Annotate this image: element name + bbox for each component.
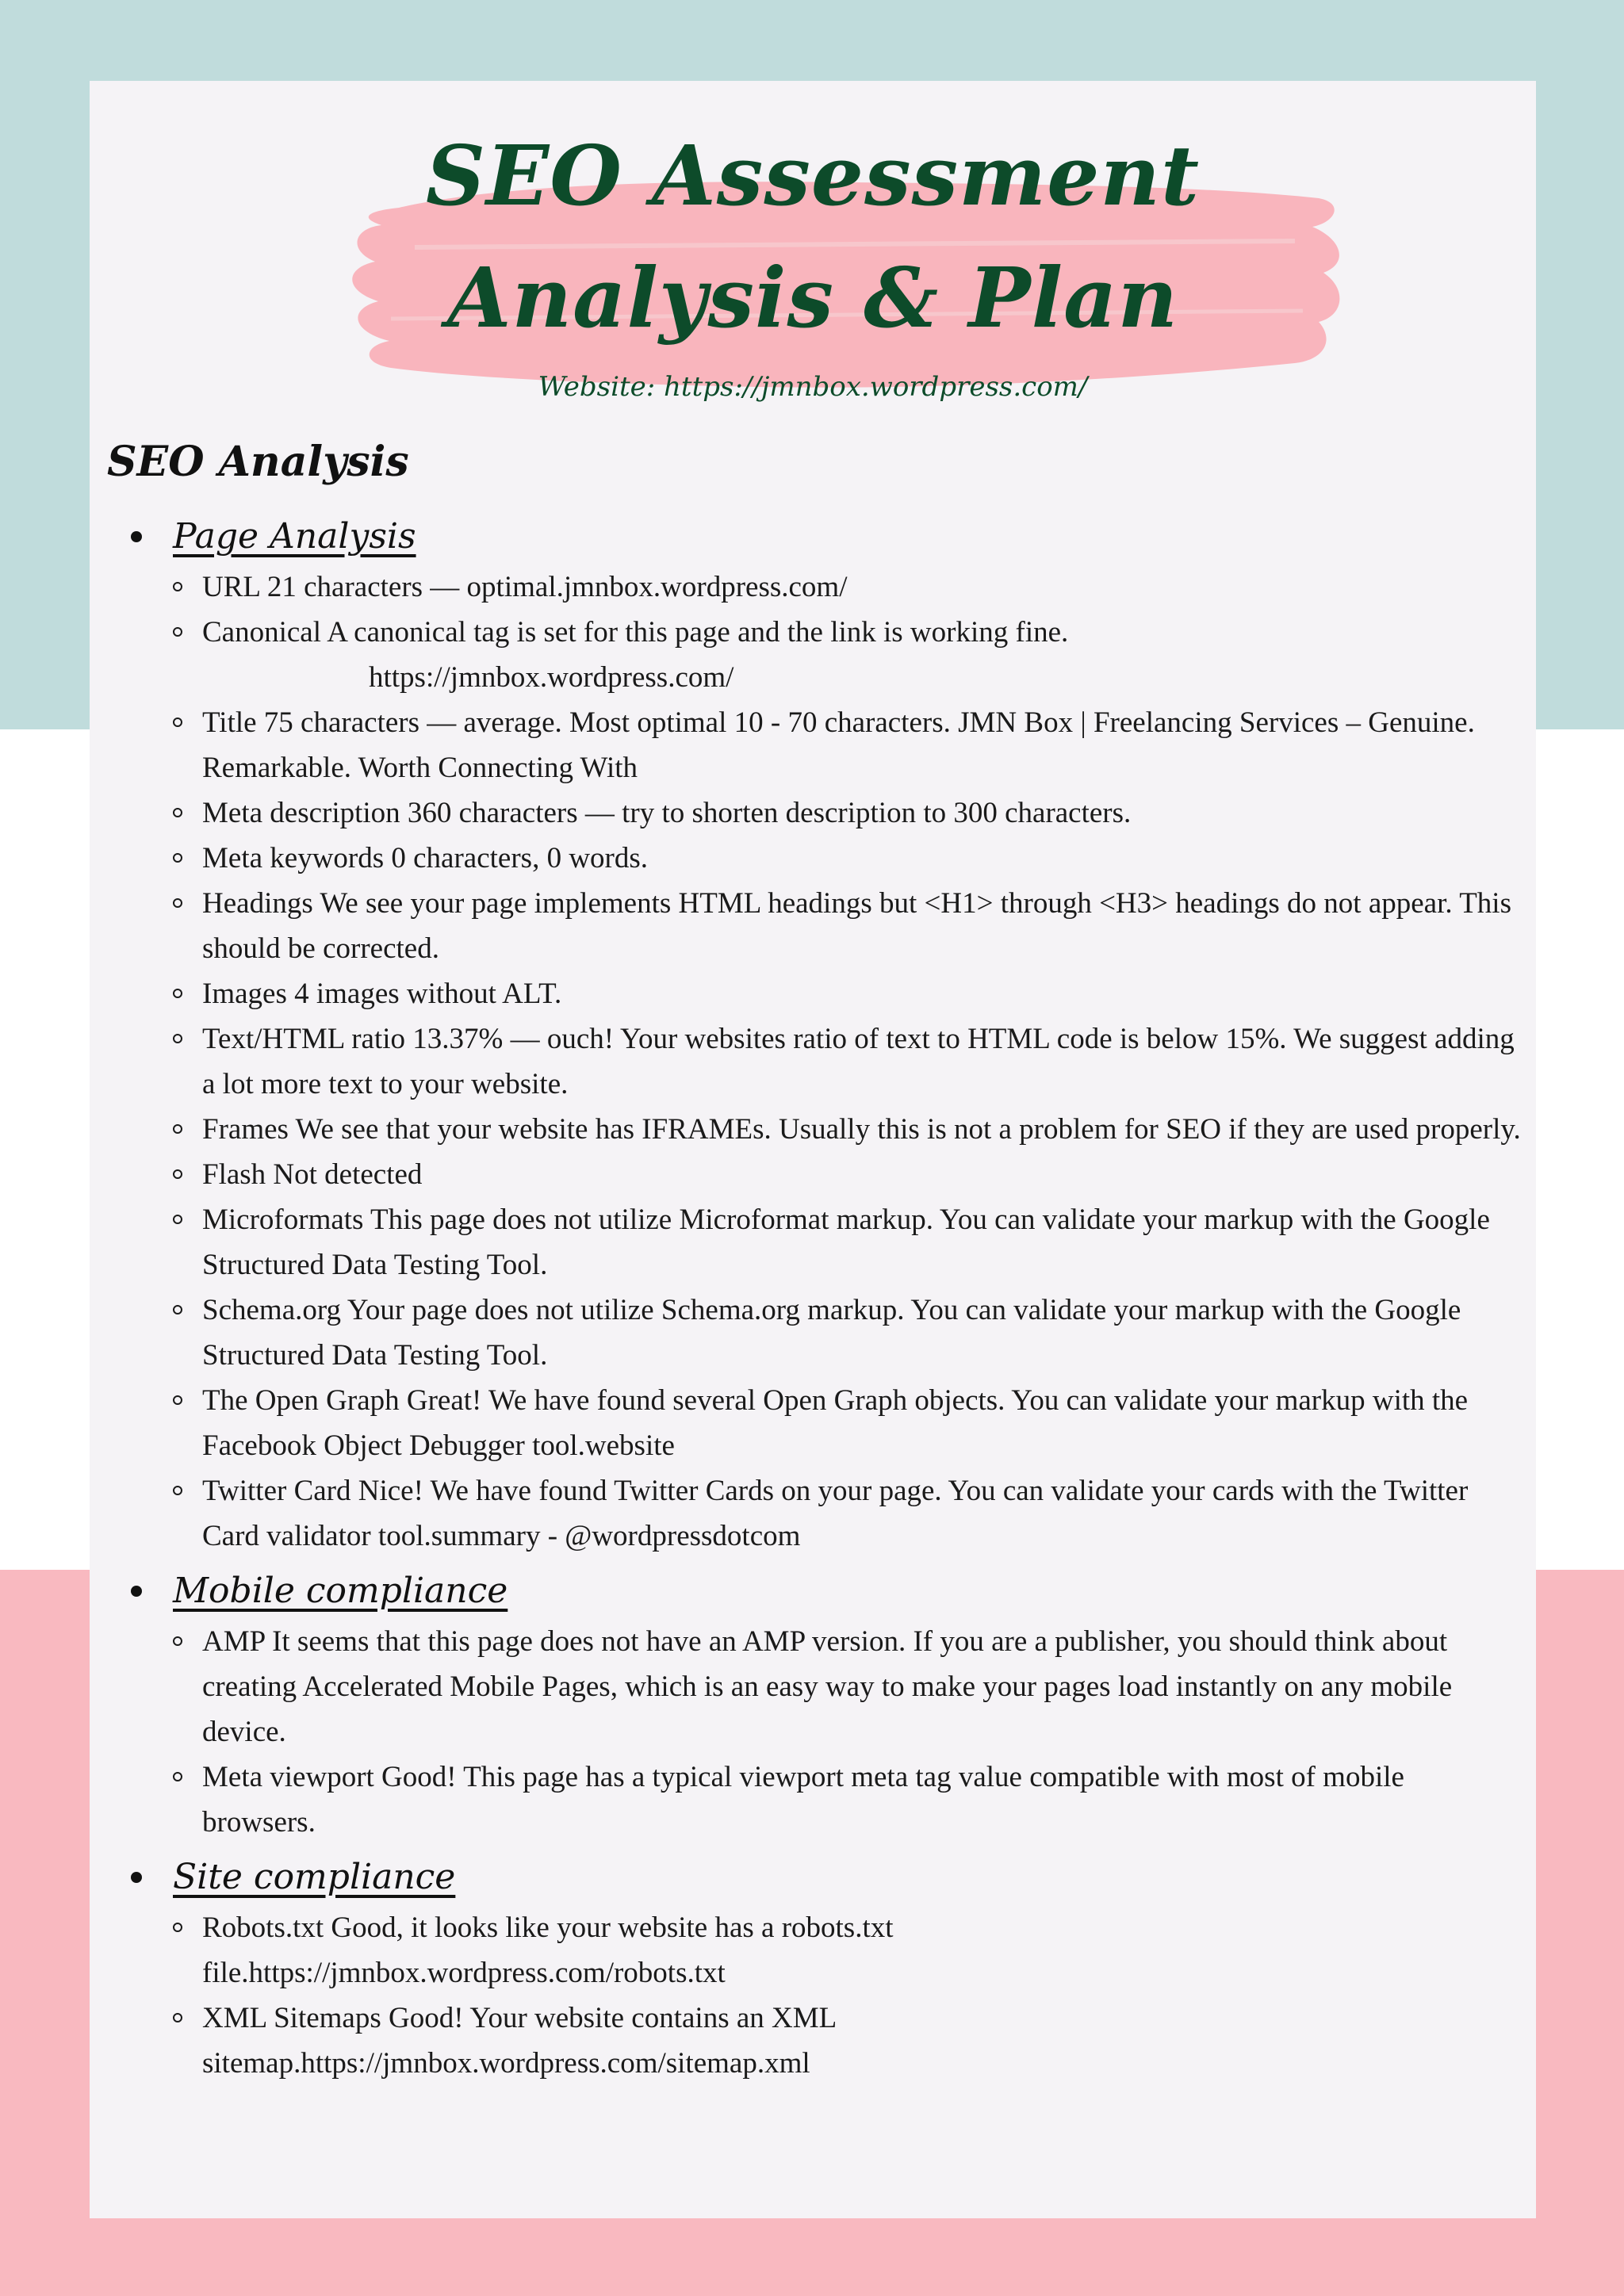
bullet-circle: [173, 582, 182, 591]
website-url: Website: https://jmnbox.wordpress.com/: [538, 371, 1088, 403]
group-heading: Site compliance: [173, 1857, 456, 1897]
group-site-compliance: [90, 1850, 1536, 2086]
list-item-images: Images 4 images without ALT.: [173, 971, 1525, 1016]
list-item-title: Title 75 characters — average. Most optimal 10 - 70 characters. JMN Box | Freelancing Services – Genuine. Remarkable. Worth Connecting With: [173, 700, 1525, 790]
list-item-meta-keywords: Meta keywords 0 characters, 0 words.: [173, 836, 1525, 881]
list-item-flash: Flash Not detected: [173, 1152, 1525, 1197]
bullet-circle: [173, 1395, 182, 1405]
list-item-canonical: Canonical A canonical tag is set for this page and the link is working fine. https://jmnbox.wordpress.com/: [173, 610, 1525, 700]
bullet-circle: [173, 1169, 182, 1179]
list-item-meta-description: Meta description 360 characters — try to shorten description to 300 characters.: [173, 790, 1525, 836]
bullet-dot: [131, 1586, 142, 1597]
canonical-link: https://jmnbox.wordpress.com/: [369, 661, 734, 694]
bullet-circle: [173, 1486, 182, 1495]
group-mobile-compliance: [90, 1563, 1536, 1845]
list-item-headings: Headings We see your page implements HTML headings but <H1> through <H3> headings do not appear. This should be corrected.: [173, 881, 1525, 971]
document-card: [90, 81, 1536, 2218]
list-item-robots-txt: Robots.txt Good, it looks like your website has a robots.txt file.https://jmnbox.wordpress.com/robots.txt: [173, 1905, 982, 1996]
bullet-circle: [173, 853, 182, 863]
bullet-circle: [173, 627, 182, 637]
bullet-circle: [173, 989, 182, 998]
list-item-url: URL 21 characters — optimal.jmnbox.wordpress.com/: [173, 564, 1525, 610]
section-title: SEO Analysis: [107, 438, 409, 486]
group-heading: Page Analysis: [173, 516, 416, 557]
list-item-meta-viewport: Meta viewport Good! This page has a typical viewport meta tag value compatible with most of mobile browsers.: [173, 1755, 1525, 1845]
title-line-1: SEO Assessment: [425, 127, 1201, 224]
analysis-content: [90, 509, 1536, 2091]
bullet-circle: [173, 1215, 182, 1224]
bullet-circle: [173, 808, 182, 817]
group-heading: Mobile compliance: [173, 1571, 508, 1611]
bullet-circle: [173, 898, 182, 908]
bullet-circle: [173, 1124, 182, 1134]
bullet-dot: [131, 531, 142, 542]
list-item-amp: AMP It seems that this page does not have an AMP version. If you are a publisher, you should think about creating Accelerated Mobile Pages, which is an easy way to make your pages load instantly on any mobile device.: [173, 1619, 1525, 1755]
bullet-circle: [173, 2013, 182, 2022]
bullet-circle: [173, 1636, 182, 1646]
bullet-circle: [173, 1305, 182, 1314]
list-item-schema-org: Schema.org Your page does not utilize Schema.org markup. You can validate your markup with the Google Structured Data Testing Tool.: [173, 1288, 1525, 1378]
bullet-circle: [173, 1034, 182, 1043]
bullet-circle: [173, 1923, 182, 1932]
list-item-twitter-card: Twitter Card Nice! We have found Twitter Cards on your page. You can validate your cards with the Twitter Card validator tool.summary - @wordpressdotcom: [173, 1468, 1525, 1559]
bullet-dot: [131, 1872, 142, 1883]
list-item-frames: Frames We see that your website has IFRAMEs. Usually this is not a problem for SEO if they are used properly.: [173, 1107, 1525, 1152]
title-line-2: Analysis & Plan: [446, 249, 1179, 346]
list-item-text-html-ratio: Text/HTML ratio 13.37% — ouch! Your websites ratio of text to HTML code is below 15%. We suggest adding a lot more text to your website.: [173, 1016, 1525, 1107]
list-item-microformats: Microformats This page does not utilize Microformat markup. You can validate your markup with the Google Structured Data Testing Tool.: [173, 1197, 1525, 1288]
group-page-analysis: [90, 509, 1536, 1559]
bullet-circle: [173, 1772, 182, 1781]
list-item-xml-sitemaps: XML Sitemaps Good! Your website contains an XML sitemap.https://jmnbox.wordpress.com/sitemap.xml: [173, 1996, 982, 2086]
list-item-open-graph: The Open Graph Great! We have found several Open Graph objects. You can validate your markup with the Facebook Object Debugger tool.website: [173, 1378, 1525, 1468]
document-header: [90, 81, 1536, 422]
bullet-circle: [173, 718, 182, 727]
